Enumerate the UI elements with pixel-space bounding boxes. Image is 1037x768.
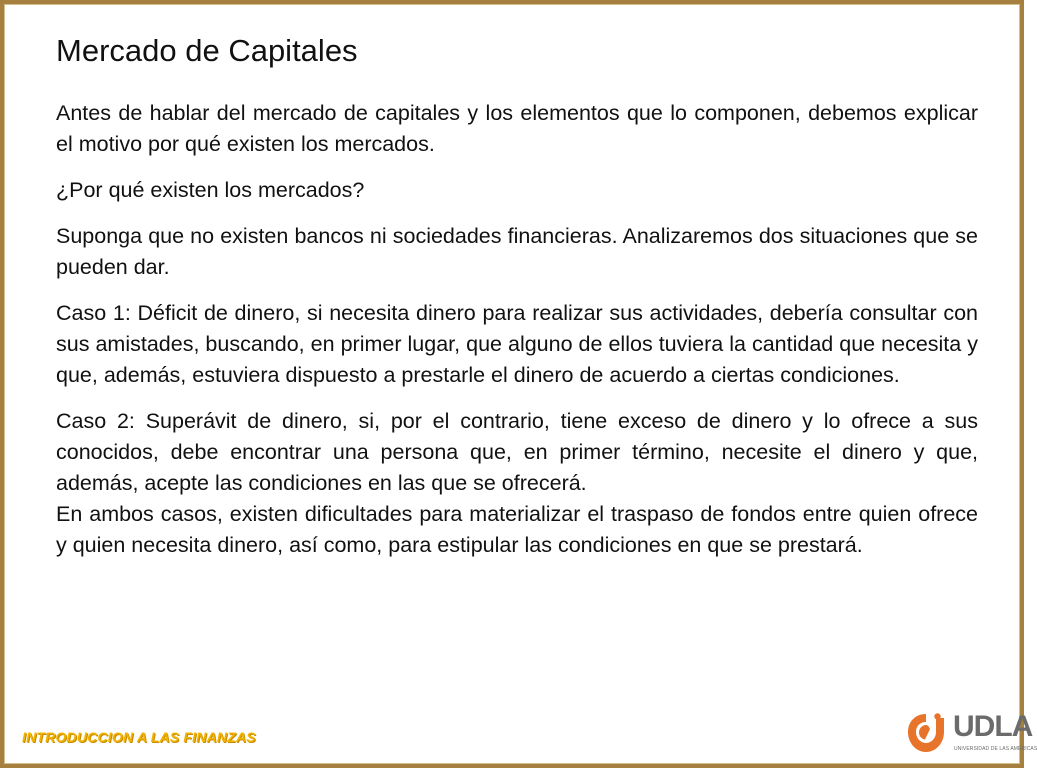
slide-body — [56, 98, 978, 561]
udla-logo-icon — [906, 712, 946, 754]
logo-wordmark: UDLA — [953, 710, 1033, 743]
paragraph-supposition: Suponga que no existen bancos ni sociedades financieras. Analizaremos dos situaciones que se pueden dar. — [56, 224, 978, 279]
paragraph-case-2: Caso 2: Superávit de dinero, si, por el contrario, tiene exceso de dinero y lo ofrece a sus conocidos, debe encontrar una persona que, en primer término, necesite el dinero y que, además, acepte las condiciones en las que se ofrecerá. — [56, 409, 978, 495]
paragraph-conclusion: En ambos casos, existen dificultades para materializar el traspaso de fondos entre quien ofrece y quien necesita dinero, así como, para estipular las condiciones en que se prestará. — [56, 502, 978, 557]
course-footer-label: INTRODUCCION A LAS FINANZAS — [22, 729, 256, 745]
logo-subtitle: UNIVERSIDAD DE LAS AMÉRICAS — [954, 746, 1037, 752]
paragraph-intro: Antes de hablar del mercado de capitales y los elementos que lo componen, debemos explicar el motivo por qué existen los mercados. — [56, 101, 978, 156]
slide-title: Mercado de Capitales — [56, 33, 358, 68]
paragraph-case-1: Caso 1: Déficit de dinero, si necesita dinero para realizar sus actividades, debería consultar con sus amistades, buscando, en primer lugar, que alguno de ellos tuviera la cantidad que necesita y que, además, estuviera dispuesto a prestarle el dinero de acuerdo a ciertas condiciones. — [56, 301, 978, 387]
udla-logo — [906, 710, 1037, 758]
paragraph-question: ¿Por qué existen los mercados? — [56, 178, 365, 202]
